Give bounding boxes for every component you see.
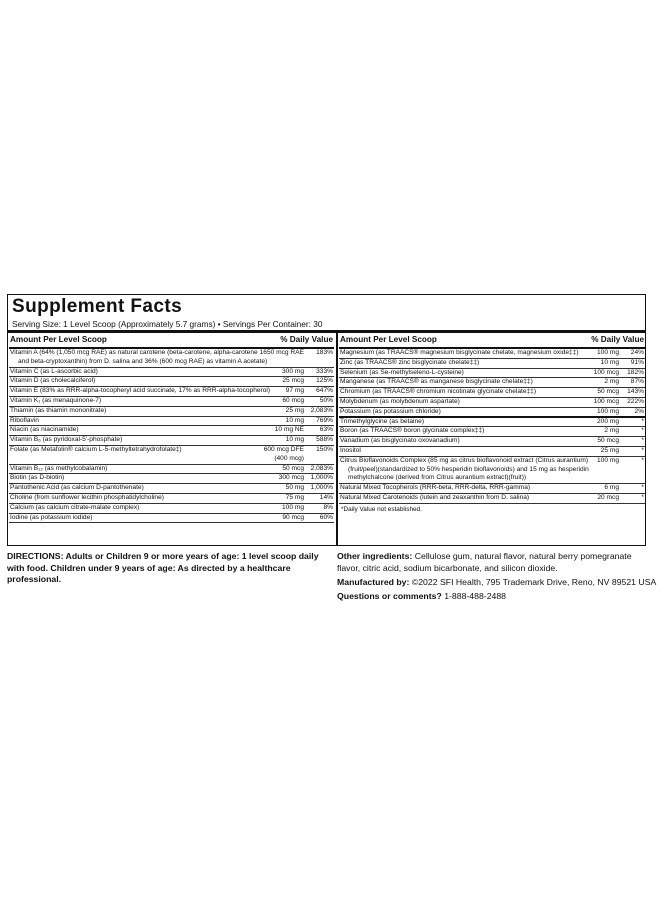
nutrient-amount — [601, 447, 619, 456]
nutrient-row — [339, 437, 645, 447]
nutrient-amount-value: 75 mg — [285, 493, 304, 501]
nutrient-amount-value: 97 mg — [285, 387, 304, 395]
manufacturer-info — [337, 577, 657, 587]
nutrient-amount — [286, 484, 304, 493]
nutrient-name-line: Potassium (as potassium chloride) — [340, 407, 441, 415]
nutrient-amount — [597, 494, 619, 503]
nutrient-row — [9, 377, 334, 387]
manufacturer-text: ©2022 SFI Health, 795 Trademark Drive, Reno, NV 89521 USA — [411, 577, 657, 587]
nutrient-name — [10, 494, 164, 503]
other-ingredients — [337, 551, 649, 574]
nutrient-row — [339, 494, 645, 504]
left-nutrient-list — [9, 349, 334, 523]
nutrient-name — [340, 418, 424, 427]
nutrient-amount-value: 25 mg — [600, 446, 619, 454]
nutrient-name-line: Niacin (as niacinamide) — [10, 426, 79, 434]
nutrient-amount — [282, 377, 304, 386]
nutrient-row — [339, 388, 645, 398]
nutrient-row — [9, 397, 334, 407]
nutrient-amount-value: 6 mg — [604, 484, 619, 492]
nutrient-name — [340, 388, 536, 397]
nutrient-daily-value: * — [641, 446, 644, 454]
nutrient-name — [10, 474, 64, 483]
questions-label: Questions or comments? — [337, 591, 442, 601]
nutrient-amount-value: 300 mg — [282, 367, 304, 375]
nutrient-name-line: Pantothenic Acid (as calcium D-pantothenate) — [10, 484, 144, 492]
nutrient-row — [339, 408, 645, 418]
nutrient-daily-value: 333% — [316, 367, 333, 375]
nutrient-amount-value: 25 mg — [285, 406, 304, 414]
nutrient-amount — [286, 494, 304, 503]
nutrient-row — [9, 436, 334, 446]
nutrient-daily-value: 150% — [316, 445, 333, 453]
nutrient-row — [9, 426, 334, 436]
nutrient-daily-value: 50% — [319, 396, 333, 404]
nutrient-amount — [597, 349, 619, 358]
nutrient-name — [10, 484, 144, 493]
nutrient-amount-value: 20 mcg — [597, 493, 619, 501]
nutrient-amount-value: 10 mg NE — [274, 426, 304, 434]
nutrient-amount — [282, 397, 304, 406]
nutrient-amount-value: 100 mg — [282, 503, 304, 511]
nutrient-amount — [260, 349, 304, 358]
nutrient-name-line: Biotin (as D-biotin) — [10, 474, 65, 482]
nutrient-row — [339, 427, 645, 437]
nutrient-daily-value: 2% — [634, 407, 644, 415]
nutrient-amount-value: 600 mcg DFE — [263, 445, 304, 453]
nutrient-name-line: Choline (from sunflower lecithin phosphatidylcholine) — [10, 493, 164, 501]
nutrient-name — [10, 368, 98, 377]
nutrient-row — [339, 418, 645, 428]
nutrient-amount — [275, 426, 304, 435]
nutrient-amount-value: 300 mcg — [278, 474, 304, 482]
right-column-header — [339, 335, 645, 349]
nutrient-amount-value: 2 mg — [604, 427, 619, 435]
nutrient-amount — [286, 436, 304, 445]
footnote: *Daily Value not established. — [341, 506, 422, 513]
directions-text: DIRECTIONS: Adults or Children 9 or more years of age: 1 level scoop daily with food. Children under 9 years of age: As directed by a healthcare professional. — [7, 551, 319, 584]
nutrient-name — [340, 408, 441, 417]
nutrient-amount — [604, 484, 619, 493]
daily-value-header: % Daily Value — [591, 335, 644, 344]
nutrient-name — [340, 484, 530, 493]
nutrient-name-line: Molybdenum (as molybdenum aspartate) — [340, 397, 460, 405]
nutrient-row — [339, 378, 645, 388]
nutrient-amount-value: 1650 mcg RAE — [259, 349, 304, 356]
nutrient-name-line: Vitamin C (as L-ascorbic acid) — [10, 367, 98, 375]
contact-info — [337, 591, 649, 601]
nutrient-name-line: Thiamin (as thiamin mononitrate) — [10, 406, 107, 414]
nutrient-name-line: Riboflavin — [10, 416, 39, 424]
column-divider — [336, 332, 338, 545]
nutrient-amount — [282, 514, 304, 523]
phone-number: 1-888-488-2488 — [444, 591, 507, 601]
nutrient-name-line: Manganese (as TRAACS® as manganese bisglycinate chelate‡‡) — [340, 378, 533, 386]
nutrient-row — [9, 368, 334, 378]
nutrient-name — [340, 457, 589, 483]
manufacturer-label: Manufactured by: — [337, 577, 410, 587]
panel-title: Supplement Facts — [12, 296, 183, 317]
nutrient-name-line: Natural Mixed Tocopherols (RRR-beta, RRR-delta, RRR-gamma) — [340, 484, 531, 492]
nutrient-amount — [264, 446, 304, 464]
nutrient-amount-value: 10 mg — [285, 416, 304, 424]
nutrient-row — [9, 417, 334, 427]
nutrient-amount-value: 100 mcg — [593, 368, 619, 376]
nutrient-row — [339, 349, 645, 359]
daily-value-header: % Daily Value — [280, 335, 333, 344]
nutrient-row — [9, 494, 334, 504]
nutrient-name — [340, 369, 464, 378]
nutrient-name-line: Chromium (as TRAACS® chromium nicotinate glycinate chelate‡‡) — [340, 388, 537, 396]
nutrient-name — [10, 407, 106, 416]
nutrient-row — [339, 398, 645, 408]
nutrient-name — [340, 349, 579, 358]
nutrient-amount — [279, 474, 304, 483]
nutrient-amount-value: 50 mcg — [597, 388, 619, 396]
nutrient-name-line: Zinc (as TRAACS® zinc bisglycinate chelate‡‡) — [340, 358, 480, 366]
nutrient-daily-value: * — [641, 456, 644, 464]
nutrient-daily-value: 183% — [316, 349, 333, 356]
nutrient-amount — [282, 465, 304, 474]
nutrient-name-line: Trimethylglycine (as betaine) — [340, 417, 425, 425]
nutrient-amount-value: 100 mg — [597, 456, 619, 464]
nutrient-name-line: and beta-cryptoxanthin) from D. salina and 36% (600 mcg RAE) as vitamin A acetate) — [18, 357, 268, 365]
nutrient-daily-value: 91% — [630, 358, 644, 366]
nutrient-amount-value: 90 mcg — [282, 513, 304, 521]
nutrient-amount — [286, 387, 304, 396]
nutrient-daily-value: 24% — [630, 349, 644, 356]
nutrient-name-line: Citrus Bioflavonoids Complex (85 mg as citrus bioflavonoid extract (Citrus aurantium) — [340, 456, 589, 464]
nutrient-daily-value: 1,000% — [310, 484, 333, 492]
nutrient-name — [340, 359, 479, 368]
nutrient-name-line: Vitamin E (83% as RRR-alpha-tocopheryl acid succinate, 17% as RRR-alpha-tocopherol) — [10, 387, 271, 395]
nutrient-amount-value: 50 mg — [285, 484, 304, 492]
nutrient-daily-value: 8% — [323, 503, 333, 511]
nutrient-name — [10, 514, 92, 523]
nutrient-daily-value: 588% — [316, 436, 333, 444]
nutrient-name-line: Iodine (as potassium iodide) — [10, 513, 93, 521]
nutrient-amount — [597, 418, 619, 427]
nutrient-amount-value: 100 mg — [597, 407, 619, 415]
nutrient-amount — [286, 417, 304, 426]
nutrient-amount-value: 50 mcg — [282, 464, 304, 472]
nutrient-row — [9, 484, 334, 494]
nutrient-name-line: Boron (as TRAACS® boron glycinate complex‡‡) — [340, 427, 485, 435]
nutrient-name-line: Calcium (as calcium citrate-malate complex) — [10, 503, 140, 511]
nutrient-amount — [282, 368, 304, 377]
nutrient-daily-value: 87% — [630, 378, 644, 386]
nutrient-daily-value: * — [641, 417, 644, 425]
nutrient-amount — [597, 437, 619, 446]
nutrient-name-line: methylchalcone (derived from Citrus aurantium extract)(fruit)) — [348, 474, 527, 482]
nutrient-name — [10, 377, 95, 386]
nutrient-daily-value: 125% — [316, 377, 333, 385]
nutrient-daily-value: 14% — [319, 493, 333, 501]
nutrient-name — [10, 446, 182, 455]
nutrient-daily-value: 222% — [627, 397, 644, 405]
other-ingredients-text: Cellulose gum, natural flavor, natural berry pomegranate flavor, citric acid, sodium bicarbonate, and silicon dioxide. — [337, 551, 632, 573]
nutrient-name — [340, 427, 484, 436]
nutrient-daily-value: 647% — [316, 387, 333, 395]
nutrient-amount-value: 2 mg — [604, 378, 619, 386]
nutrient-daily-value: 63% — [319, 426, 333, 434]
nutrient-daily-value: 2,083% — [310, 406, 333, 414]
nutrient-amount — [594, 369, 619, 378]
nutrient-name-line: Selenium (as Se-methylseleno-L-cysteine) — [340, 368, 464, 376]
nutrient-name — [10, 417, 39, 426]
nutrient-amount-value: 60 mcg — [282, 396, 304, 404]
nutrient-amount-value: 100 mg — [597, 349, 619, 356]
nutrient-name — [10, 397, 101, 406]
nutrient-name-line: Folate (as Metafolin® calcium L-5-methyltetrahydrofolate‡) — [10, 445, 182, 453]
nutrient-daily-value: * — [641, 484, 644, 492]
right-nutrient-list — [339, 349, 645, 504]
nutrient-name — [10, 465, 107, 474]
right-column — [339, 335, 645, 513]
nutrient-name — [340, 447, 361, 456]
nutrient-daily-value: 2,083% — [310, 464, 333, 472]
nutrient-daily-value: 182% — [627, 368, 644, 376]
nutrient-name-line: Vitamin B₁₂ (as methylcobalamin) — [10, 464, 108, 472]
nutrient-amount — [594, 398, 619, 407]
nutrient-name — [10, 349, 267, 367]
nutrient-name — [340, 494, 529, 503]
nutrient-name-line: Vitamin D (as cholecalciferol) — [10, 377, 96, 385]
nutrient-amount-value: 50 mcg — [597, 437, 619, 445]
nutrient-name-line: (fruit/peel)(standardized to 50% hesperidin bioflavonoids) and 15 mg as hesperidin — [348, 465, 589, 473]
amount-header: Amount Per Level Scoop — [10, 335, 107, 344]
nutrient-name — [10, 436, 122, 445]
nutrient-daily-value: 60% — [319, 513, 333, 521]
nutrient-amount — [286, 407, 304, 416]
nutrient-amount — [597, 457, 619, 466]
nutrient-daily-value: 143% — [627, 388, 644, 396]
left-column-header — [9, 335, 334, 349]
nutrient-name-line: Vanadium (as bisglycinato oxovanadium) — [340, 437, 460, 445]
nutrient-daily-value: 1,000% — [310, 474, 333, 482]
nutrient-name — [340, 378, 533, 387]
nutrient-amount — [282, 504, 304, 513]
nutrient-row — [9, 465, 334, 475]
serving-info: Serving Size: 1 Level Scoop (Approximately 5.7 grams) • Servings Per Container: 30 — [12, 319, 323, 329]
left-column — [9, 335, 334, 523]
nutrient-amount-value: 10 mg — [285, 436, 304, 444]
header-rule — [8, 330, 645, 333]
nutrient-name — [10, 426, 79, 435]
nutrient-amount-value: 25 mcg — [282, 377, 304, 385]
nutrient-daily-value: 769% — [316, 416, 333, 424]
nutrient-amount — [601, 359, 619, 368]
nutrient-amount — [604, 378, 619, 387]
other-ingredients-label: Other ingredients: — [337, 551, 413, 561]
nutrient-row — [339, 484, 645, 494]
nutrient-daily-value: * — [641, 437, 644, 445]
nutrient-amount-value: 100 mcg — [593, 397, 619, 405]
nutrient-row — [339, 447, 645, 457]
nutrient-row — [9, 349, 334, 368]
nutrient-name — [10, 387, 270, 396]
nutrient-amount-value: 10 mg — [600, 358, 619, 366]
nutrient-name-line: Natural Mixed Carotenoids (lutein and zeaxanthin from D. salina) — [340, 493, 530, 501]
nutrient-name-line: Vitamin K₁ (as menaquinone-7) — [10, 396, 102, 404]
nutrient-amount — [597, 388, 619, 397]
nutrient-row — [9, 504, 334, 514]
nutrient-row — [339, 369, 645, 379]
nutrient-daily-value: * — [641, 427, 644, 435]
nutrient-daily-value: * — [641, 493, 644, 501]
nutrient-name — [340, 437, 460, 446]
nutrient-name-line: Magnesium (as TRAACS® magnesium bisglycinate chelate, magnesium oxide‡‡) — [340, 349, 579, 356]
nutrient-row — [9, 514, 334, 524]
nutrient-row — [9, 407, 334, 417]
nutrient-row — [339, 359, 645, 369]
nutrient-row — [339, 457, 645, 484]
nutrient-amount — [597, 408, 619, 417]
nutrient-name — [340, 398, 460, 407]
nutrient-name — [10, 504, 139, 513]
nutrient-name-line: Inositol — [340, 446, 361, 454]
amount-header: Amount Per Level Scoop — [340, 335, 437, 344]
nutrient-row — [9, 387, 334, 397]
supplement-facts-panel — [7, 294, 646, 546]
nutrient-amount-value: 200 mg — [597, 417, 619, 425]
nutrient-row — [9, 446, 334, 465]
nutrient-amount — [604, 427, 619, 436]
nutrient-row — [9, 474, 334, 484]
nutrient-name-line: Vitamin A (64% (1,050 mcg RAE) as natural carotene (beta-carotene, alpha-carotene — [10, 349, 258, 356]
nutrient-amount-value: (400 mcg) — [274, 454, 304, 462]
nutrient-name-line: Vitamin B₆ (as pyridoxal-5'-phosphate) — [10, 436, 123, 444]
